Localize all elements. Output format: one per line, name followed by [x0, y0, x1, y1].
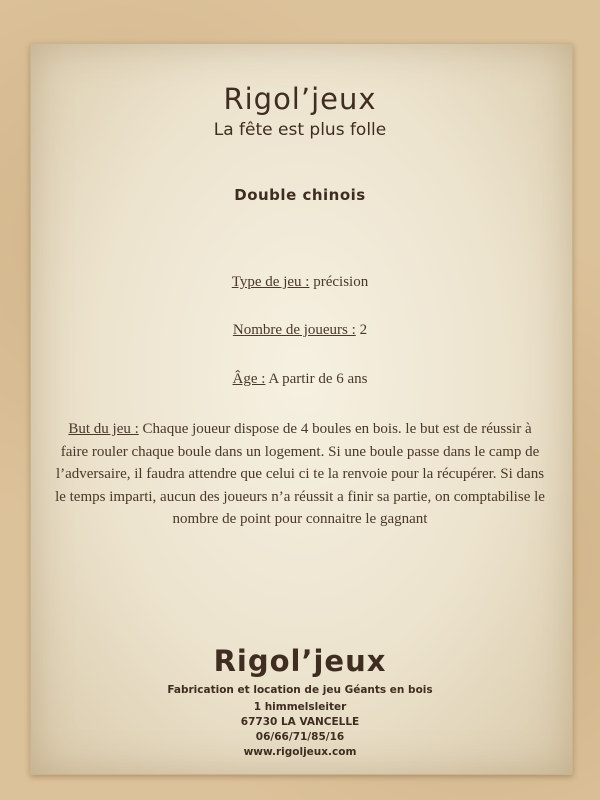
header-slogan: La fête est plus folle — [213, 120, 387, 140]
type-value: précision — [309, 274, 369, 290]
type-label: Type de jeu : — [231, 274, 310, 290]
age-label: Âge : — [232, 371, 266, 387]
age-field — [0, 371, 600, 388]
footer-street: 1 himmelsleiter — [253, 701, 347, 713]
players-label: Nombre de joueurs : — [232, 322, 356, 338]
players-field — [0, 322, 600, 339]
goal-label: But du jeu : — [68, 421, 139, 437]
goal-paragraph — [55, 418, 545, 531]
footer-website-link[interactable]: www.rigoljeux.com — [243, 746, 357, 758]
footer-city: 67730 LA VANCELLE — [240, 716, 360, 728]
game-name: Double chinois — [234, 186, 366, 204]
type-field — [0, 274, 600, 291]
goal-value: Chaque joueur dispose de 4 boules en bois. le but est de réussir à faire rouler chaque boule dans un logement. Si une boule passe dans le camp de l’adversaire, il faudra attendre que celui ci te la renvoie pour la récupérer. Si dans le temps imparti, aucun des joueurs n’a réussit a finir sa partie, on comptabilise le nombre de point pour connaitre le gagnant — [55, 421, 545, 527]
players-value: 2 — [355, 322, 368, 338]
footer-phone: 06/66/71/85/16 — [255, 731, 345, 743]
footer-tagline: Fabrication et location de jeu Géants en bois — [167, 684, 433, 696]
age-value: A partir de 6 ans — [265, 371, 368, 387]
header-title: Rigol’jeux — [223, 82, 377, 116]
footer-title: Rigol’jeux — [213, 644, 387, 678]
